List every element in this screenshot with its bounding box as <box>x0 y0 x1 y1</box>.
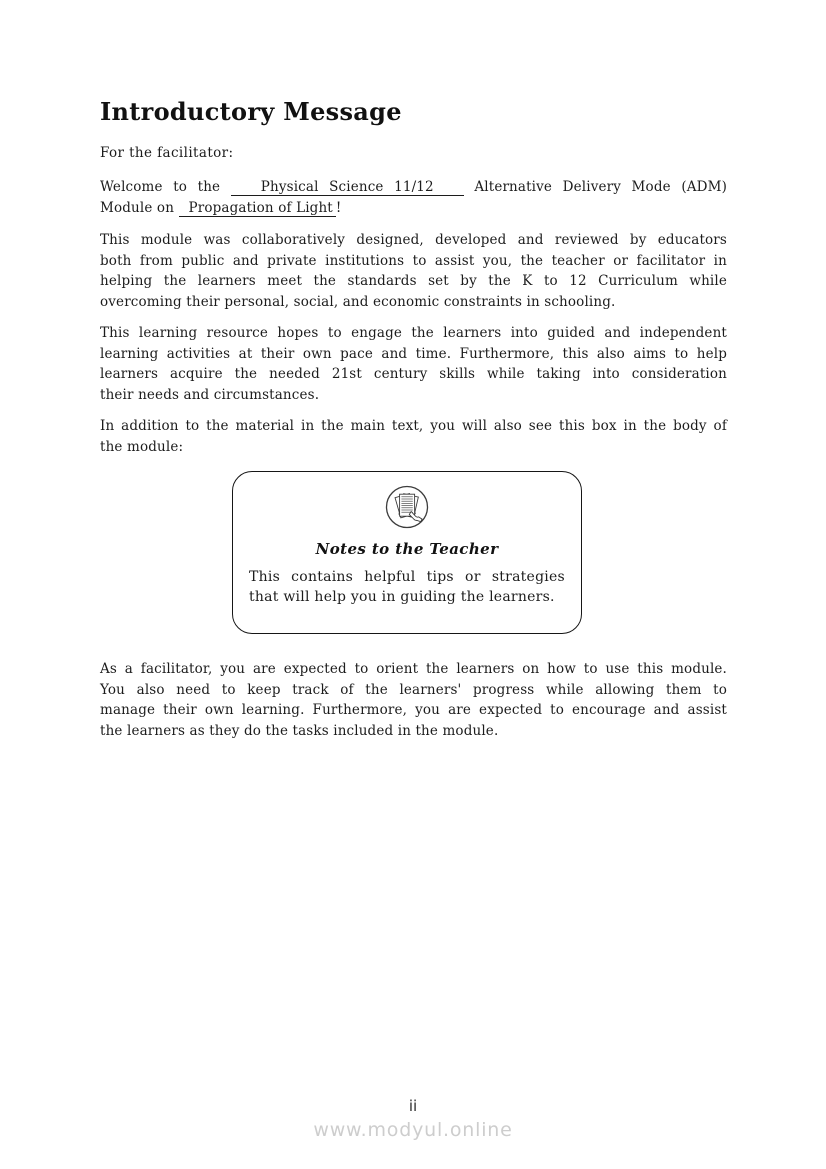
paragraph-line: learners acquire the needed 21st century skills while taking into consideration <box>100 366 727 382</box>
welcome-paragraph <box>100 177 727 218</box>
paragraph-line: In addition to the material in the main text, you will also see this box in the body of <box>100 418 727 434</box>
notes-icon-wrap <box>233 485 581 529</box>
welcome-line1-post: Alternative Delivery Mode (ADM) <box>474 179 728 195</box>
paragraph-line: This learning resource hopes to engage the learners into guided and independent <box>100 325 727 341</box>
paragraph-learning-resource <box>100 323 727 405</box>
welcome-line2-post: ! <box>335 199 342 216</box>
page-number: ii <box>408 1097 418 1115</box>
notes-to-teacher-box <box>232 471 582 634</box>
blank-fill-subject: Physical Science 11/12 <box>231 179 464 196</box>
blank-fill-module-title: Propagation of Light <box>179 200 336 217</box>
paragraph-line: manage their own learning. Furthermore, you are expected to encourage and assist <box>100 702 727 718</box>
paragraph-line: helping the learners meet the standards set by the K to 12 Curriculum while <box>100 273 727 289</box>
paragraph-line: You also need to keep track of the learners' progress while allowing them to <box>100 681 727 698</box>
paragraph-line: As a facilitator, you are expected to orient the learners on how to use this module. <box>100 661 727 677</box>
paragraph-line: the module: <box>100 438 184 455</box>
paragraph-in-addition <box>100 416 727 457</box>
salutation-line: For the facilitator: <box>100 145 234 161</box>
notes-box-body <box>249 567 565 607</box>
paragraph-line: both from public and private institutions to assist you, the teacher or facilitator in <box>100 252 727 269</box>
page-title: Introductory Message <box>100 97 402 126</box>
stacked-notes-with-hand-icon <box>385 485 429 529</box>
paragraph-facilitator-role <box>100 659 727 741</box>
welcome-line-2 <box>100 198 727 219</box>
paragraph-line: the learners as they do the tasks included in the module. <box>100 722 499 739</box>
notes-box-title: Notes to the Teacher <box>315 540 499 558</box>
paragraph-line: learning activities at their own pace and time. Furthermore, this also aims to help <box>100 345 727 362</box>
paragraph-line: their needs and circumstances. <box>100 386 320 403</box>
paragraph-line: overcoming their personal, social, and economic constraints in schooling. <box>100 293 616 310</box>
paragraph-module-design <box>100 230 727 312</box>
welcome-line2-pre: Module on <box>100 199 175 216</box>
welcome-line-1 <box>100 177 727 198</box>
paragraph-line: This module was collaboratively designed, developed and reviewed by educators <box>100 232 727 248</box>
welcome-line1-pre: Welcome to the <box>100 179 221 195</box>
watermark-text: www.modyul.online <box>313 1119 513 1141</box>
notes-box-line: that will help you in guiding the learners. <box>249 589 555 605</box>
notes-box-line: This contains helpful tips or strategies <box>249 569 565 585</box>
